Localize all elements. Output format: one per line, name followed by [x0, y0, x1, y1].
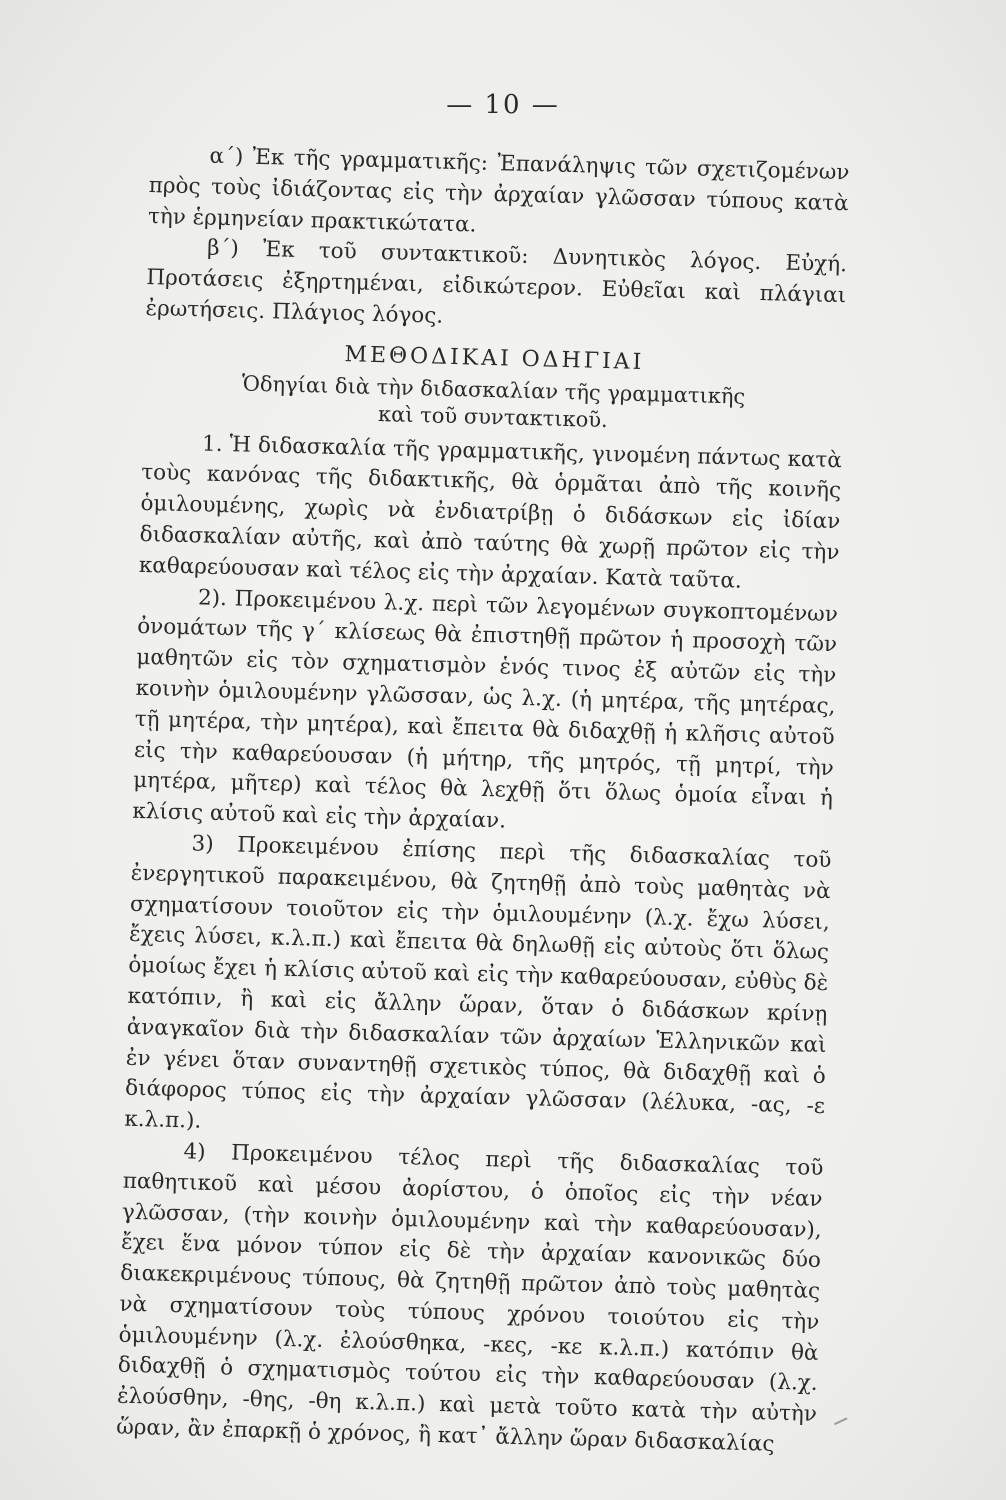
paragraph-2: 2). Προκειμένου λ.χ. περὶ τῶν λεγομένων συγκοπτομένων ὀνομάτων τῆς γ΄ κλίσεως θὰ ἐπιστηθῇ πρῶτον ἡ προσοχὴ τῶν μαθητῶν εἰς τὸν σχηματισμὸν ἑνός τινος ἐξ αὐτῶν εἰς τὴν κοινὴν ὁμιλουμένην γλῶσσαν, ὡς λ.χ. (ἡ μητέρα, τῆς μητέρας, τῇ μητέρα, τὴν μητέρα), καὶ ἔπειτα θὰ διδαχθῇ ἡ κλῆσις αὐτοῦ εἰς τὴν καθαρεύουσαν (ἡ μήτηρ, τῆς μητρός, τῇ μητρί, τὴν μητέρα, μῆτερ) καὶ τέλος θὰ λεχθῇ ὅτι ὅλως ὁμοία εἶναι ἡ κλίσις αὐτοῦ καὶ εἰς τὴν ἀρχαίαν. — [132, 584, 839, 834]
section-title: ΜΕΘΟΔΙΚΑΙ ΟΔΗΓΙΑΙ — [344, 341, 645, 375]
ink-mark — [834, 1417, 850, 1430]
paragraph-3: 3) Προκειμένου ἐπίσης περὶ τῆς διδασκαλίας τοῦ ἐνεργητικοῦ παρακειμένου, θὰ ζητηθῇ ἀπὸ τοὺς μαθητὰς νὰ σχηματίσουν τοιοῦτον εἰς τὴν ὁμιλουμένην (λ.χ. ἔχω λύσει, ἔχεις λύσει, κ.λ.π.) καὶ ἔπειτα θὰ δηλωθῇ εἰς αὐτοὺς ὅτι ὅλως ὁμοίως ἔχει ἡ κλίσις αὐτοῦ καὶ εἰς τὴν καθαρεύουσαν, εὐθὺς δὲ κατόπιν, ἢ καὶ εἰς ἄλλην ὥραν, ὅταν ὁ διδάσκων κρίνῃ ἀναγκαῖον διὰ τὴν διδασκαλίαν τῶν ἀρχαίων Ἑλληνικῶν καὶ ἐν γένει ὅταν συναντηθῇ σχετικὸς τύπος, θὰ διδαχθῇ καὶ ὁ διάφορος τύπος εἰς τὴν ἀρχαίαν γλῶσσαν (λέλυκα, -ας, -ε κ.λ.π.). — [124, 831, 832, 1134]
intro-item-a: α΄) Ἐκ τῆς γραμματικῆς: Ἐπανάληψις τῶν σχετιζομένων πρὸς τοὺς ἰδιάζοντας εἰς τὴν ἀρχαίαν γλῶσσαν τύπους κατὰ τὴν ἑρμηνείαν πρακτικώτατα. — [147, 143, 850, 238]
paragraph-4: 4) Προκειμένου τέλος περὶ τῆς διδασκαλίας τοῦ παθητικοῦ καὶ μέσου ἀορίστου, ὁ ὁποῖος εἰς τὴν νέαν γλῶσσαν, (τὴν κοινὴν ὁμιλουμένην καὶ τὴν καθαρεύουσαν), ἔχει ἕνα μόνον τύπον εἰς δὲ τὴν ἀρχαίαν κανονικῶς δύο διακεκριμένους τύπους, θὰ ζητηθῇ πρῶτον ἀπὸ τοὺς μαθητὰς νὰ σχηματίσουν τοὺς τύπους χρόνου τοιούτου εἰς τὴν ὁμιλουμένην (λ.χ. ἐλούσθηκα, -κες, -κε κ.λ.π.) κατόπιν θὰ διδαχθῇ ὁ σχηματισμὸς τούτου εἰς τὴν καθαρεύουσαν (λ.χ. ἐλούσθην, -θης, -θη κ.λ.π.) καὶ μετὰ τοῦτο κατὰ τὴν αὐτὴν ὥραν, ἂν ἐπαρκῇ ὁ χρόνος, ἢ κατ᾿ ἄλλην ὥραν διδασκαλίας — [115, 1139, 824, 1457]
paragraph-1: 1. Ἡ διδασκαλία τῆς γραμματικῆς, γινομένη πάντως κατὰ τοὺς κανόνας τῆς διδακτικῆς, θὰ ὁρμᾶται ἀπὸ τῆς κοινῆς ὁμιλουμένης, χωρὶς νὰ ἐνδιατρίβῃ ὁ διδάσκων εἰς ἰδίαν διδασκαλίαν αὐτῆς, καὶ ἀπὸ ταύτης θὰ χωρῇ πρῶτον εἰς τὴν καθαρεύουσαν καὶ τέλος εἰς τὴν ἀρχαίαν. Κατὰ ταῦτα. — [138, 431, 843, 594]
page-number: — 10 — — [446, 90, 560, 120]
intro-item-b: β΄) Ἐκ τοῦ συντακτικοῦ: Δυνητικὸς λόγος. Εὐχή. Προτάσεις ἐξηρτημέναι, εἰδικώτερον. Εὐθεῖαι καὶ πλάγιαι ἐρωτήσεις. Πλάγιος λόγος. — [145, 235, 848, 329]
subtitle-line-1: Ὁδηγίαι διὰ τὴν διδασκαλίαν τῆς γραμματικῆς — [241, 371, 746, 409]
body-text — [116, 140, 850, 1462]
subtitle-line-2: καὶ τοῦ συντακτικοῦ. — [377, 401, 609, 432]
